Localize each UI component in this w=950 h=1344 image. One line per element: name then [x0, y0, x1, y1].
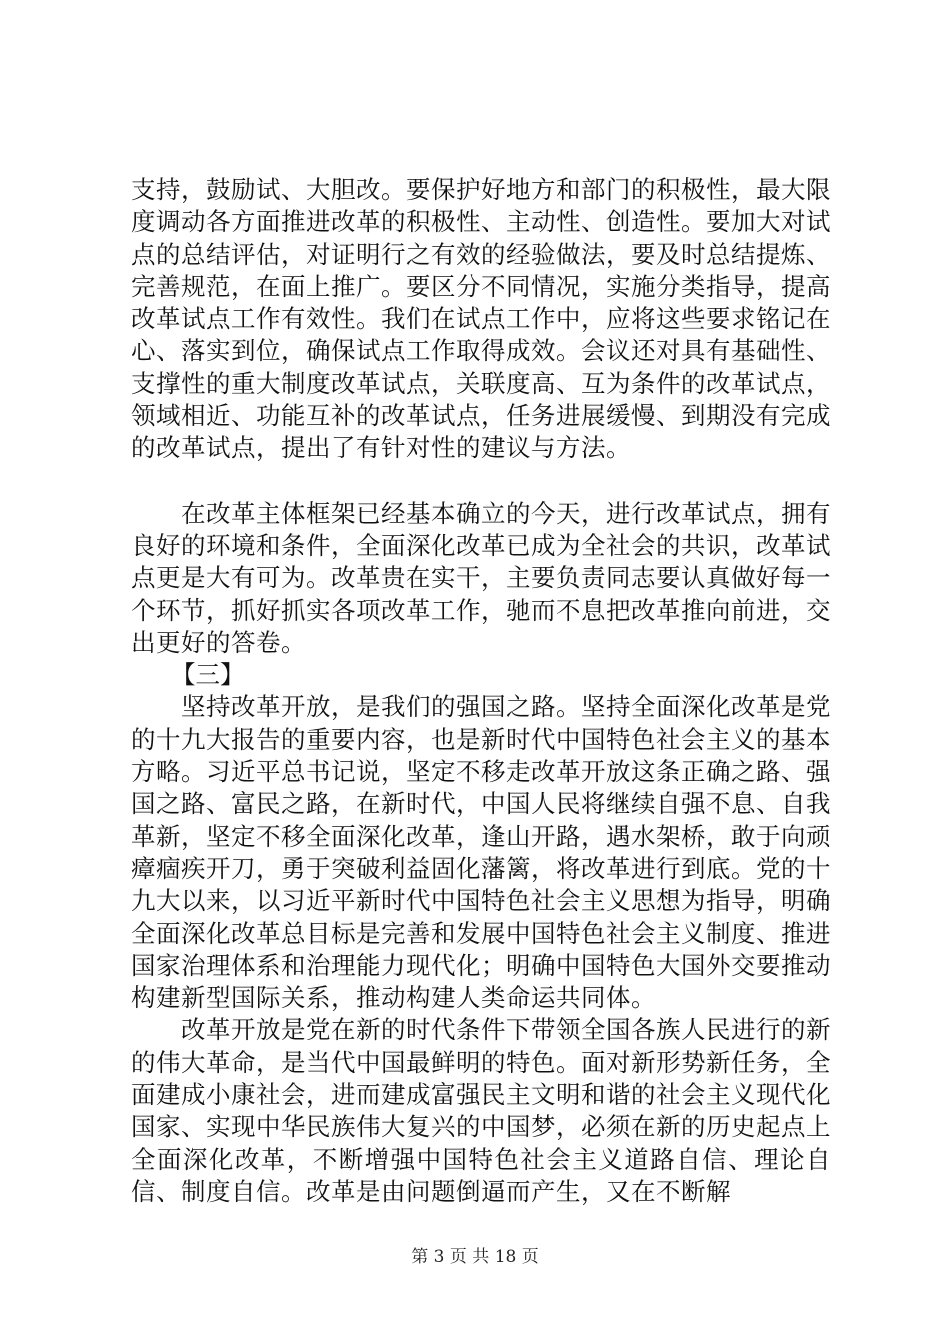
paragraph-reform-opening: 坚持改革开放，是我们的强国之路。坚持全面深化改革是党的十九大报告的重要内容，也是新时代中国特色社会主义的基本方略。习近平总书记说，坚定不移走改革开放这条正确之路、强国之路、富民之路，在新时代，中国人民将继续自强不息、自我革新，坚定不移全面深化改革，逢山开路，遇水架桥，敢于向顽瘴痼疾开刀，勇于突破利益固化藩篱，将改革进行到底。党的十九大以来，以习近平新时代中国特色社会主义思想为指导，明确全面深化改革总目标是完善和发展中国特色社会主义制度、推进国家治理体系和治理能力现代化；明确中国特色大国外交要推动构建新型国际关系，推动构建人类命运共同体。: [131, 692, 831, 1013]
paragraph-reform-pilot: 在改革主体框架已经基本确立的今天，进行改革试点，拥有良好的环境和条件，全面深化改革已成为全社会的共识，改革试点更是大有可为。改革贵在实干，主要负责同志要认真做好每一个环节，抓好抓实各项改革工作，驰而不息把改革推向前进，交出更好的答卷。: [131, 498, 831, 657]
paragraph-new-revolution: 改革开放是党在新的时代条件下带领全国各族人民进行的新的伟大革命，是当代中国最鲜明的特色。面对新形势新任务，全面建成小康社会，进而建成富强民主文明和谐的社会主义现代化国家、实现中华民族伟大复兴的中国梦，必须在新的历史起点上全面深化改革，不断增强中国特色社会主义道路自信、理论自信、制度自信。改革是由问题倒逼而产生，又在不断解: [131, 1015, 831, 1206]
section-heading: 【三】: [171, 660, 245, 690]
document-body: [131, 174, 831, 1208]
paragraph-continuation: 支持，鼓励试、大胆改。要保护好地方和部门的积极性，最大限度调动各方面推进改革的积极性、主动性、创造性。要加大对试点的总结评估，对证明行之有效的经验做法，要及时总结提炼、完善规范，在面上推广。要区分不同情况，实施分类指导，提高改革试点工作有效性。我们在试点工作中，应将这些要求铭记在心、落实到位，确保试点工作取得成效。会议还对具有基础性、支撑性的重大制度改革试点，关联度高、互为条件的改革试点，领域相近、功能互补的改革试点，任务进展缓慢、到期没有完成的改革试点，提出了有针对性的建议与方法。: [131, 175, 831, 463]
page-footer: 第 3 页 共 18 页: [411, 1247, 539, 1267]
